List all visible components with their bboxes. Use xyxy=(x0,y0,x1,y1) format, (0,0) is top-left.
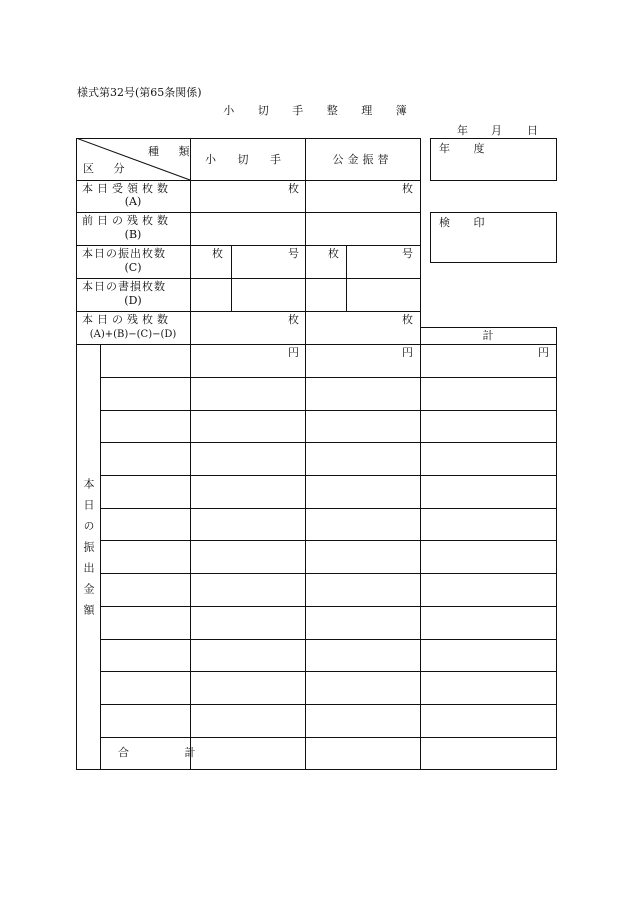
row-code-c: (C) xyxy=(124,261,142,274)
rule xyxy=(100,573,557,574)
unit-yen: 円 xyxy=(288,346,299,359)
type-label: 種 類 xyxy=(148,145,198,158)
form-title: 小 切 手 整 理 簿 xyxy=(223,104,417,117)
row-label-issued: 本日の振出枚数 xyxy=(82,247,166,260)
rule xyxy=(100,475,557,476)
row-label-spoiled: 本日の書損枚数 xyxy=(82,280,166,293)
rule xyxy=(76,245,420,246)
rule xyxy=(76,311,420,312)
row-code-formula: (A)+(B)−(C)−(D) xyxy=(89,329,177,340)
date-year-label: 年 xyxy=(457,124,468,137)
unit-sheet: 枚 xyxy=(402,313,413,326)
rule xyxy=(420,327,557,328)
form-number: 様式第32号(第65条関係) xyxy=(77,86,202,99)
rule xyxy=(76,278,420,279)
issued-amount-label: 本日の振出金額 xyxy=(82,478,95,625)
rule xyxy=(100,508,557,509)
rule xyxy=(231,245,232,311)
sum-label: 合 計 xyxy=(118,746,222,759)
col-transfer-header: 公金振替 xyxy=(332,153,393,166)
inspection-label: 検 印 xyxy=(439,216,495,229)
row-label-previous: 前日の残枚数 xyxy=(82,214,172,227)
category-label: 区 分 xyxy=(83,162,133,175)
rule xyxy=(100,737,557,738)
rule xyxy=(76,769,557,770)
fiscal-year-label: 年 度 xyxy=(439,142,495,155)
rule xyxy=(76,212,420,213)
row-label-remaining: 本日の残枚数 xyxy=(82,313,172,326)
rule xyxy=(100,639,557,640)
date-month-label: 月 xyxy=(491,124,502,137)
unit-yen: 円 xyxy=(402,346,413,359)
inspection-box[interactable] xyxy=(430,212,557,263)
rule xyxy=(190,138,191,770)
fiscal-year-box[interactable] xyxy=(430,138,557,181)
col-check-header: 小 切 手 xyxy=(205,153,290,166)
rule xyxy=(305,138,306,770)
row-code-d: (D) xyxy=(124,294,142,307)
rule xyxy=(100,540,557,541)
date-day-label: 日 xyxy=(527,124,538,137)
unit-sheet: 枚 xyxy=(288,182,299,195)
unit-yen: 円 xyxy=(538,346,549,359)
unit-number: 号 xyxy=(288,247,299,260)
rule xyxy=(100,671,557,672)
rule xyxy=(346,245,347,311)
rule xyxy=(100,410,557,411)
row-code-a: (A) xyxy=(124,195,142,208)
total-column-header: 計 xyxy=(482,329,494,342)
rule xyxy=(76,344,557,345)
unit-sheet: 枚 xyxy=(288,313,299,326)
unit-sheet: 枚 xyxy=(212,247,223,260)
unit-sheet: 枚 xyxy=(328,247,339,260)
row-code-b: (B) xyxy=(124,228,142,241)
rule xyxy=(100,606,557,607)
rule xyxy=(420,138,421,770)
rule xyxy=(100,442,557,443)
unit-sheet: 枚 xyxy=(402,182,413,195)
rule xyxy=(100,704,557,705)
row-label-received: 本日受領枚数 xyxy=(82,182,172,195)
rule xyxy=(100,377,557,378)
unit-number: 号 xyxy=(402,247,413,260)
rule xyxy=(100,344,101,770)
